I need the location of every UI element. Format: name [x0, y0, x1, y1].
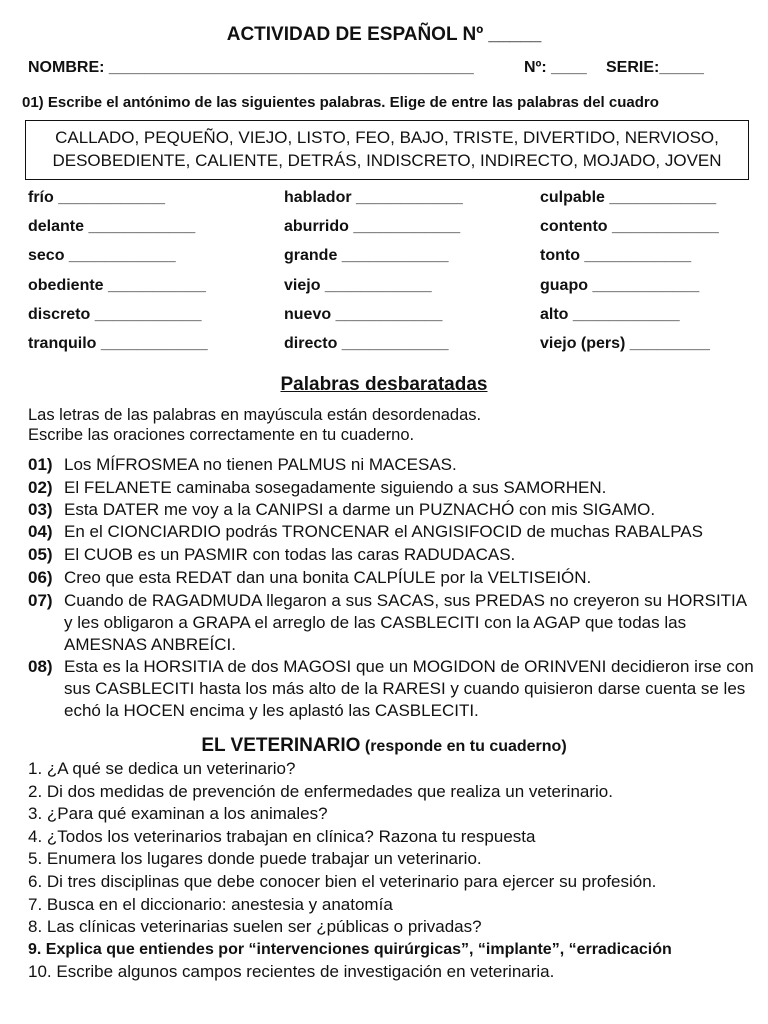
exercise2-intro-2: Escribe las oraciones correctamente en tu cuaderno.	[28, 426, 415, 444]
antonym-item: delante ____________	[28, 218, 196, 235]
antonym-item: tranquilo ____________	[28, 335, 208, 352]
antonym-item: contento ____________	[540, 218, 719, 235]
antonym-row	[28, 306, 758, 328]
question-item: 7. Busca en el diccionario: anestesia y anatomía	[28, 894, 393, 914]
antonym-item: aburrido ____________	[284, 218, 461, 235]
question-item: 1. ¿A qué se dedica un veterinario?	[28, 759, 296, 778]
exercise2-heading-text: Palabras desbaratadas	[280, 374, 488, 395]
antonym-item: nuevo ____________	[284, 306, 443, 323]
question-item: 3. ¿Para qué examinan a los animales?	[28, 804, 328, 824]
item-text: Esta DATER me voy a la CANIPSI a darme un PUZNACHÓ con mis SIGAMO.	[64, 500, 656, 519]
antonym-item: seco ____________	[28, 247, 176, 264]
exercise3-subheading: (responde en tu cuaderno)	[364, 738, 567, 755]
question-item: 9. Explica que entiendes por “intervenciones quirúrgicas”, “implante”, “erradicación	[28, 940, 672, 958]
item-text: Creo que esta REDAT dan una bonita CALPÍULE por la VELTISEIÓN.	[64, 568, 592, 587]
word-bank-line-2: DESOBEDIENTE, CALIENTE, DETRÁS, INDISCRETO, INDIRECTO, MOJADO, JOVEN	[52, 151, 722, 170]
antonym-item: hablador ____________	[284, 189, 463, 206]
numero-field: Nº: ____	[524, 59, 587, 76]
antonym-item: obediente ___________	[28, 277, 206, 294]
item-number: 05)	[28, 545, 53, 564]
antonym-item: directo ____________	[284, 335, 449, 352]
question-item: 5. Enumera los lugares donde puede trabajar un veterinario.	[28, 849, 482, 869]
exercise3-heading-text: EL VETERINARIO	[201, 735, 361, 756]
exercise2-heading	[0, 374, 768, 396]
antonym-item: frío ____________	[28, 189, 165, 206]
item-number: 06)	[28, 568, 53, 587]
antonym-row	[28, 218, 758, 240]
question-item: 10. Escribe algunos campos recientes de investigación en veterinaria.	[28, 962, 555, 982]
antonym-item: viejo ____________	[284, 277, 432, 294]
nombre-field: NOMBRE: _________________________________________	[28, 59, 474, 76]
antonym-item: alto ____________	[540, 306, 680, 323]
item-number: 03)	[28, 500, 53, 519]
question-item: 2. Di dos medidas de prevención de enfermedades que realiza un veterinario.	[28, 781, 613, 801]
worksheet-title: ACTIVIDAD DE ESPAÑOL Nº _____	[226, 24, 542, 45]
item-text: En el CIONCIARDIO podrás TRONCENAR el ANGISIFOCID de muchas RABALPAS	[64, 522, 703, 541]
item-number: 04)	[28, 522, 53, 541]
antonym-item: discreto ____________	[28, 306, 202, 323]
antonym-row	[28, 247, 758, 269]
item-text: Los MÍFROSMEA no tienen PALMUS ni MACESAS.	[64, 455, 457, 474]
serie-field: SERIE:_____	[606, 59, 704, 76]
question-item: 6. Di tres disciplinas que debe conocer bien el veterinario para ejercer su profesión.	[28, 872, 657, 891]
item-text: El CUOB es un PASMIR con todas las caras RADUDACAS.	[64, 545, 516, 564]
item-number: 01)	[28, 455, 53, 474]
question-item: 8. Las clínicas veterinarias suelen ser ¿públicas o privadas?	[28, 917, 482, 937]
item-text: Esta es la HORSITIA de dos MAGOSI que un MOGIDON de ORINVENI decidieron irse con sus CASBLECITI hasta los más alto de la RARESI y cuando quisieron darse cuenta se les echó la HOCEN encima y les aplastó las CASBLECITI.	[64, 657, 754, 720]
exercise3-heading	[0, 735, 768, 757]
question-item: 4. ¿Todos los veterinarios trabajan en clínica? Razona tu respuesta	[28, 826, 536, 846]
antonym-item: guapo ____________	[540, 277, 700, 294]
antonym-item: grande ____________	[284, 247, 449, 264]
word-bank-box	[25, 120, 749, 180]
item-number: 07)	[28, 591, 53, 610]
item-text: El FELANETE caminaba sosegadamente siguiendo a sus SAMORHEN.	[64, 478, 607, 497]
exercise2-intro-1: Las letras de las palabras en mayúscula están desordenadas.	[28, 406, 482, 424]
antonym-row	[28, 277, 758, 299]
item-number: 08)	[28, 657, 53, 676]
item-number: 02)	[28, 478, 53, 497]
word-bank-line-1: CALLADO, PEQUEÑO, VIEJO, LISTO, FEO, BAJO, TRISTE, DIVERTIDO, NERVIOSO,	[55, 128, 719, 147]
antonym-item: viejo (pers) _________	[540, 335, 710, 352]
antonym-row	[28, 335, 758, 357]
item-text: Cuando de RAGADMUDA llegaron a sus SACAS, sus PREDAS no creyeron su HORSITIA y les obligaron a GRAPA el arreglo de las CASBLECITI con la AGAP que todas las AMESNAS ANBREÍCI.	[64, 591, 747, 654]
exercise1-instruction: 01) Escribe el antónimo de las siguientes palabras. Elige de entre las palabras del cuadro	[22, 94, 659, 111]
antonym-row	[28, 189, 758, 211]
antonym-item: culpable ____________	[540, 189, 717, 206]
antonym-item: tonto ____________	[540, 247, 692, 264]
